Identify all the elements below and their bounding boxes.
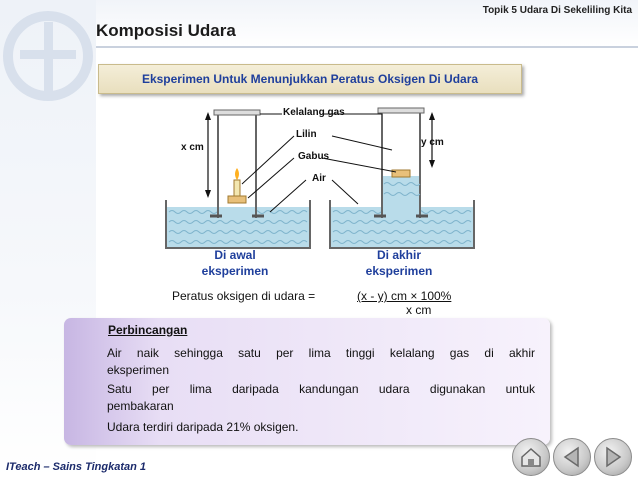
title-divider: [96, 46, 638, 48]
stage-end-line1: Di akhir: [376, 248, 421, 262]
discussion-item-2-line2: pembakaran: [107, 399, 174, 413]
topic-label: Topik 5 Udara Di Sekeliling Kita: [482, 5, 632, 16]
formula-label: Peratus oksigen di udara =: [172, 289, 316, 303]
gas-jar-label: Kelalang gas: [283, 107, 345, 118]
stage-start-line1: Di awal: [214, 248, 256, 262]
previous-button[interactable]: [553, 438, 591, 476]
footer-label: ITeach – Sains Tingkatan 1: [6, 461, 146, 473]
experiment-title: Eksperimen Untuk Menunjukkan Peratus Oksigen Di Udara: [98, 64, 522, 94]
decorative-logo-icon: [0, 0, 96, 160]
water-label: Air: [312, 173, 326, 184]
formula-denominator: x cm: [406, 303, 432, 317]
home-icon: [513, 439, 549, 475]
stage-end-caption: [344, 247, 454, 279]
discussion-item-2: [107, 381, 535, 415]
home-button[interactable]: [512, 438, 550, 476]
discussion-item-1-line1: Air naik sehingga satu per lima tinggi kelalang gas di akhir: [107, 346, 535, 360]
experiment-diagram: [160, 96, 480, 254]
discussion-item-2-line1: Satu per lima daripada kandungan udara digunakan untuk: [107, 382, 535, 396]
stage-start-caption: [180, 247, 290, 279]
triangle-left-icon: [554, 439, 590, 475]
y-height-label: y cm: [421, 137, 444, 148]
page-title: Komposisi Udara: [96, 21, 236, 40]
cork-label: Gabus: [298, 151, 330, 162]
discussion-item-1-line2: eksperimen: [107, 363, 170, 377]
x-height-label: x cm: [181, 142, 204, 153]
formula-numerator: (x - y) cm × 100%: [357, 289, 452, 303]
discussion-title: Perbincangan: [108, 323, 188, 337]
next-button[interactable]: [594, 438, 632, 476]
discussion-item-3: Udara terdiri daripada 21% oksigen.: [107, 420, 299, 434]
triangle-right-icon: [595, 439, 631, 475]
discussion-item-1: [107, 345, 535, 379]
stage-end-line2: eksperimen: [365, 264, 433, 278]
candle-label: Lilin: [296, 129, 317, 140]
stage-start-line2: eksperimen: [201, 264, 269, 278]
